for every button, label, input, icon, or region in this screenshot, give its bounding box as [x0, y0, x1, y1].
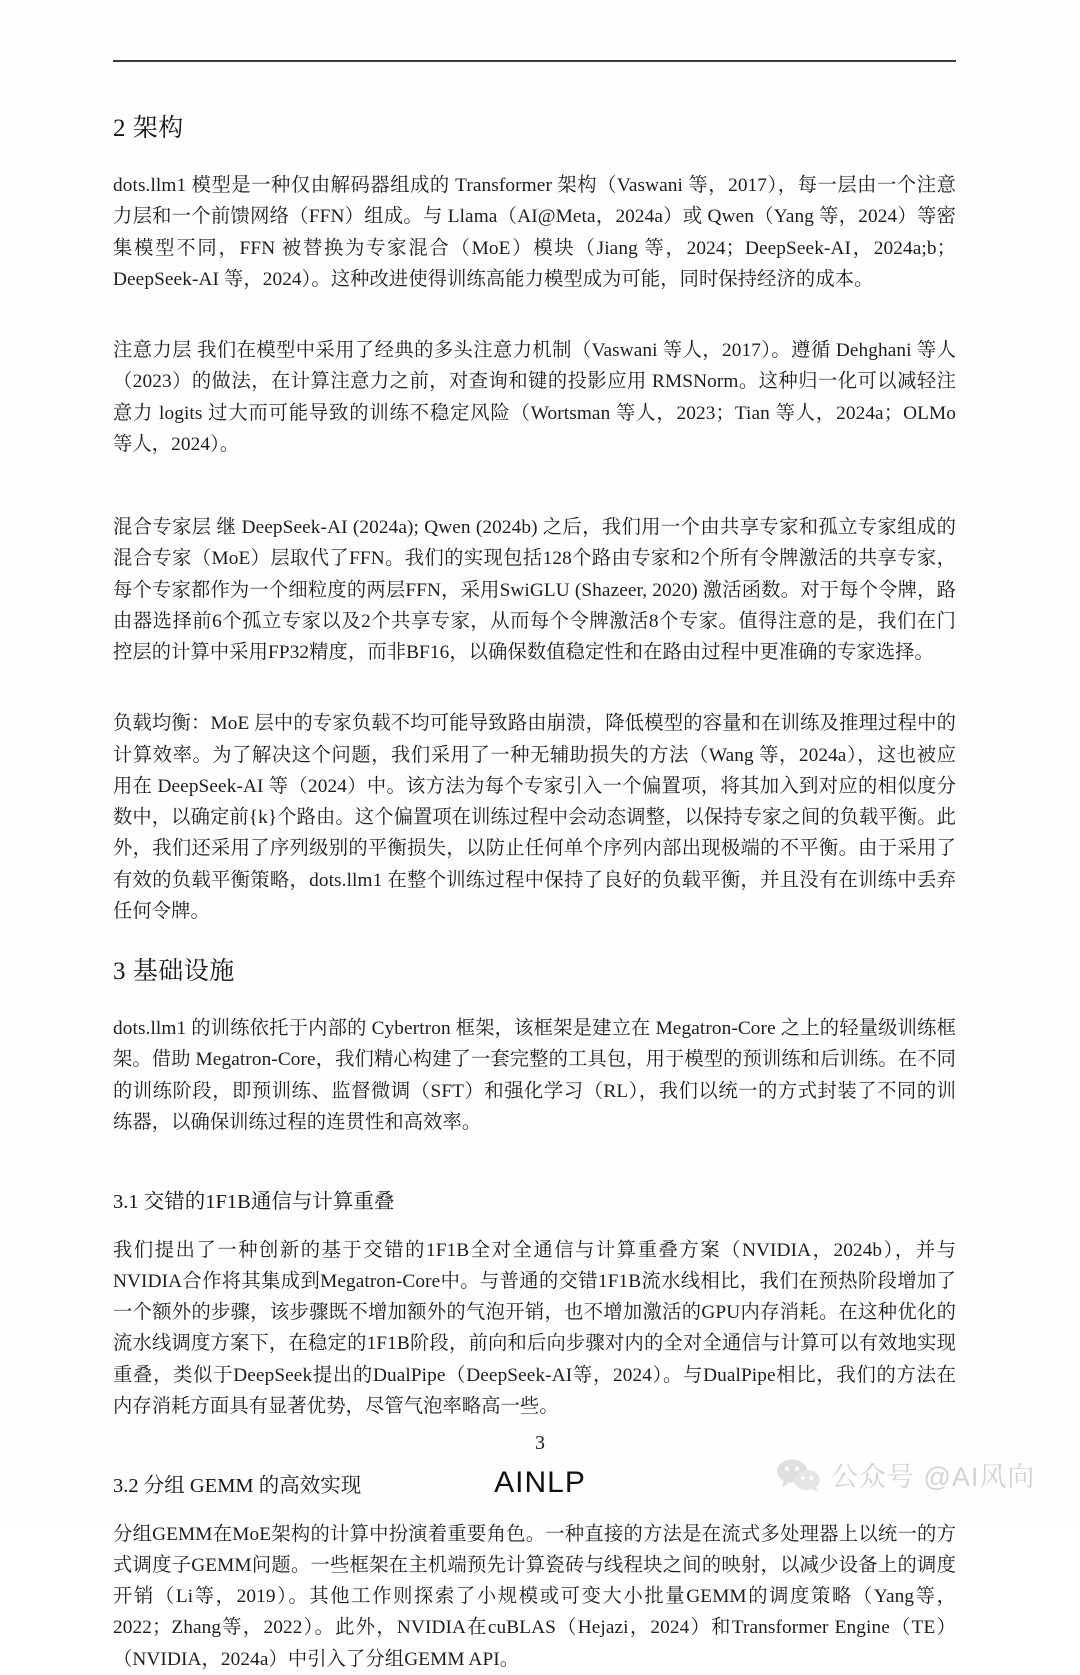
paragraph-architecture-intro: dots.llm1 模型是一种仅由解码器组成的 Transformer 架构（Vaswani 等，2017），每一层由一个注意力层和一个前馈网络（FFN）组成。与 Llama（AI@Meta，2024a）或 Qwen（Yang 等，2024）等密集模型不同，FFN 被替换为专家混合（MoE）模块（Jiang 等，2024；DeepSeek-AI，2024a;b；DeepSeek-AI 等，2024）。这种改进使得训练高能力模型成为可能，同时保持经济的成本。 [113, 175, 956, 290]
paragraph-attention-layer: 注意力层 我们在模型中采用了经典的多头注意力机制（Vaswani 等人，2017）。遵循 Dehghani 等人（2023）的做法，在计算注意力之前，对查询和键的投影应用 RMSNorm。这种归一化可以减轻注意力 logits 过大而可能导致的训练不稳定风险（Wortsman 等人，2023；Tian 等人，2024a；OLMo 等人，2024）。 [113, 340, 956, 455]
page-number: 3 [535, 1432, 545, 1454]
paragraph-spacer [113, 698, 956, 708]
paragraph-moe-layer: 混合专家层 继 DeepSeek-AI (2024a); Qwen (2024b) 之后，我们用一个由共享专家和孤立专家组成的混合专家（MoE）层取代了FFN。我们的实现包括128个路由专家和2个所有令牌激活的共享专家，每个专家都作为一个细粒度的两层FFN，采用SwiGLU (Shazeer, 2020) 激活函数。对于每个令牌，路由器选择前6个孤立专家以及2个共享专家，从而每个令牌激活8个专家。值得注意的是，我们在门控层的计算中采用FP32精度，而非BF16，以确保数值稳定性和在路由过程中更准确的专家选择。 [113, 517, 956, 663]
subsection-heading-3-2: 3.2 分组 GEMM 的高效实现 [113, 1475, 362, 1498]
header-rule [113, 60, 956, 62]
paragraph-load-balancing: 负载均衡：MoE 层中的专家负载不均可能导致路由崩溃，降低模型的容量和在训练及推理过程中的计算效率。为了解决这个问题，我们采用了一种无辅助损失的方法（Wang 等，2024a），这也被应用在 DeepSeek-AI 等（2024）中。该方法为每个专家引入一个偏置项，将其加入到对应的相似度分数中，以确定前{k}个路由。这个偏置项在训练过程中会动态调整，以保持专家之间的负载平衡。此外，我们还采用了序列级别的平衡损失，以防止任何单个序列内部出现极端的不平衡。由于采用了有效的负载平衡策略，dots.llm1 在整个训练过程中保持了良好的负载平衡，并且没有在训练中丢弃任何令牌。 [113, 713, 956, 922]
section-heading-2: 2 架构 [113, 115, 184, 142]
section-3-wrapper [113, 957, 956, 1675]
paragraph-1f1b-overlap: 我们提出了一种创新的基于交错的1F1B全对全通信与计算重叠方案（NVIDIA，2024b），并与NVIDIA合作将其集成到Megatron-Core中。与普通的交错1F1B流水线相比，我们在预热阶段增加了一个额外的步骤，该步骤既不增加额外的气泡开销，也不增加激活的GPU内存消耗。在这种优化的流水线调度方案下，在稳定的1F1B阶段，前向和后向步骤对内的全对全通信与计算可以有效地实现重叠，类似于DeepSeek提出的DualPipe（DeepSeek-AI等，2024）。与DualPipe相比，我们的方法在内存消耗方面具有显著优势，尽管气泡率略高一些。 [113, 1239, 956, 1417]
wechat-watermark-text: 公众号 @AI风向 [831, 1462, 1036, 1492]
brand-footer-label: AINLP [494, 1466, 586, 1499]
wechat-icon [776, 1458, 822, 1492]
wechat-watermark [776, 1455, 1035, 1494]
paragraph-spacer [113, 325, 956, 335]
paragraph-infrastructure-intro: dots.llm1 的训练依托于内部的 Cybertron 框架，该框架是建立在 Megatron-Core 之上的轻量级训练框架。借助 Megatron-Core，我们精心构建了一套完整的工具包，用于模型的预训练和后训练。在不同的训练阶段，即预训练、监督微调（SFT）和强化学习（RL），我们以统一的方式封装了不同的训练器，以确保训练过程的连贯性和高效率。 [113, 1018, 956, 1133]
subsection-heading-3-1: 3.1 交错的1F1B通信与计算重叠 [113, 1191, 395, 1213]
paragraph-spacer [113, 490, 956, 512]
section-heading-3: 3 基础设施 [113, 958, 235, 985]
paragraph-grouped-gemm: 分组GEMM在MoE架构的计算中扮演着重要角色。一种直接的方法是在流式多处理器上以统一的方式调度子GEMM问题。一些框架在主机端预先计算瓷砖与线程块之间的映射，以减少设备上的调度开销（Li等，2019）。其他工作则探索了小规模或可变大小批量GEMM的调度策略（Yang等，2022；Zhang等，2022）。此外，NVIDIA在cuBLAS（Hejazi，2024）和Transformer Engine（TE）（NVIDIA，2024a）中引入了分组GEMM API。 [113, 1523, 956, 1670]
paragraph-spacer [113, 1168, 956, 1190]
